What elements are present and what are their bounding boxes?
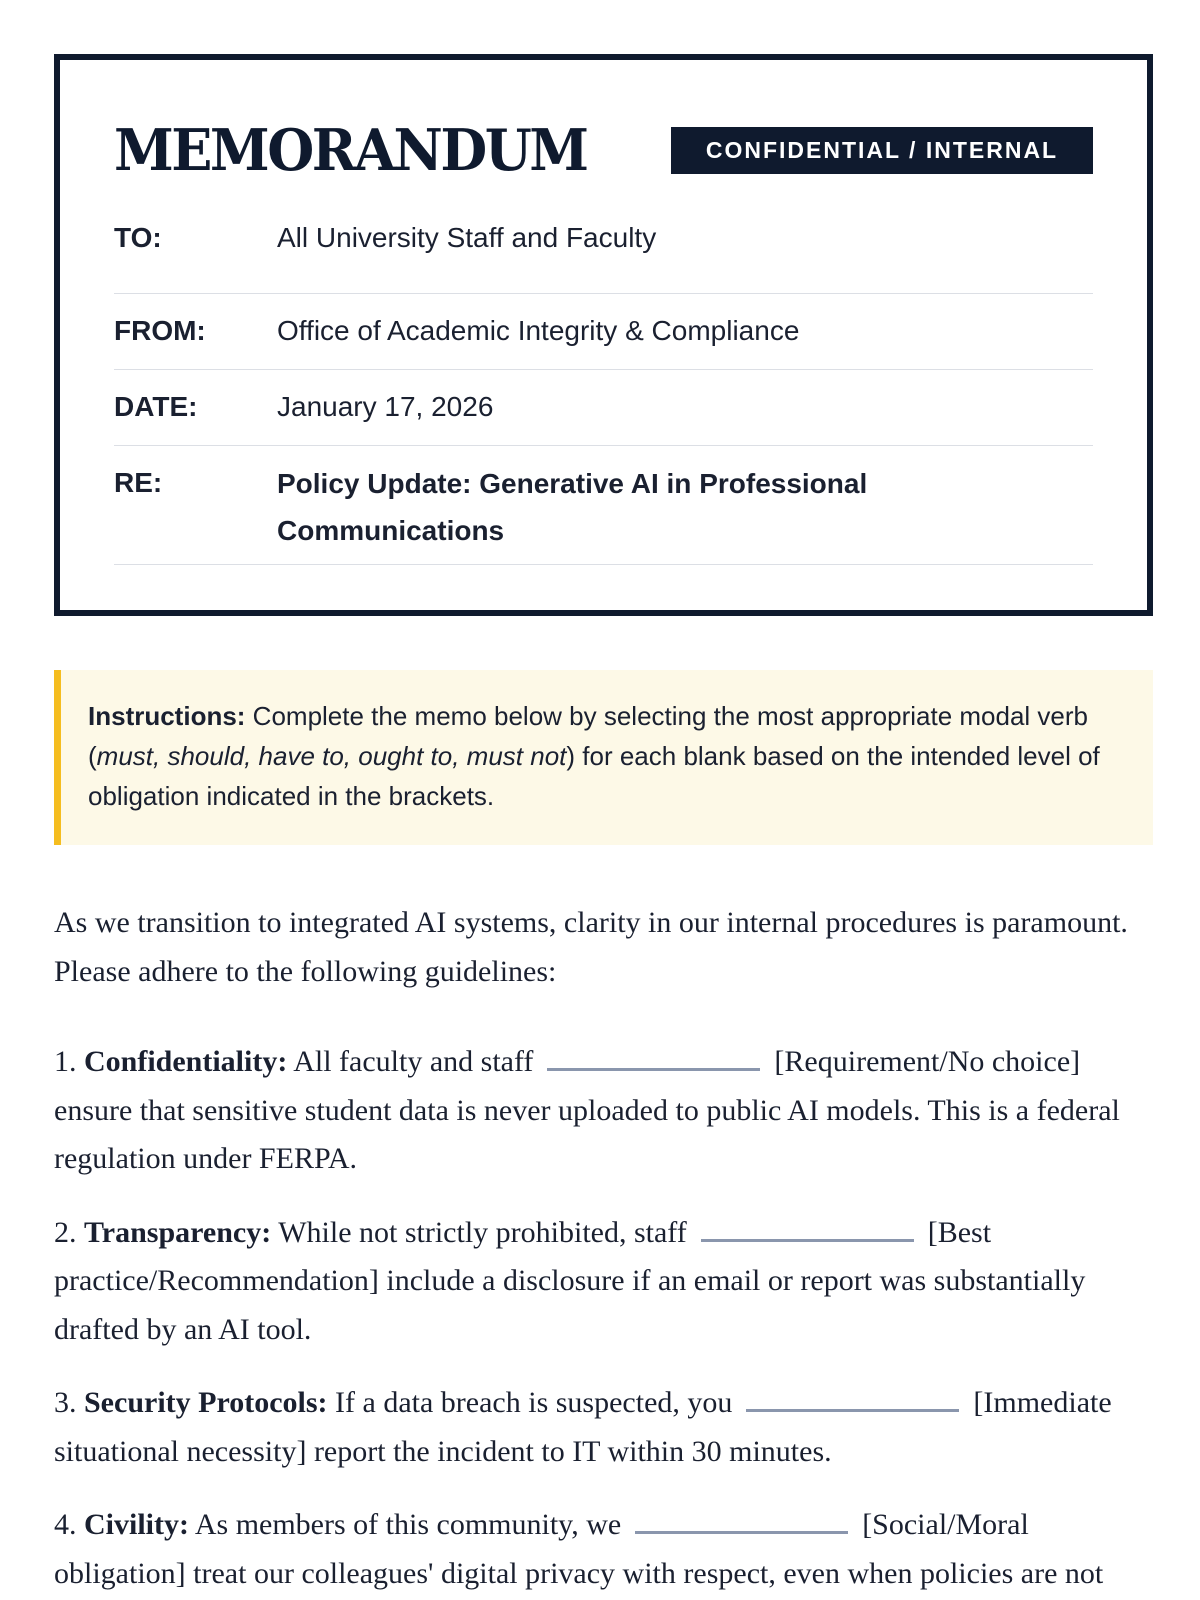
re-label: RE: bbox=[114, 467, 163, 498]
from-value: Office of Academic Integrity & Compliance bbox=[277, 315, 800, 346]
memo-field-date bbox=[114, 370, 1093, 446]
item-number: 4. bbox=[54, 1508, 77, 1541]
item-heading: Civility: bbox=[84, 1508, 189, 1541]
instructions-text-after: ) for each blank based on the intended level of obligation indicated in the brackets. bbox=[88, 741, 1100, 811]
guideline-item bbox=[54, 1038, 1153, 1184]
item-heading: Transparency: bbox=[84, 1215, 272, 1249]
guideline-item bbox=[54, 1501, 1153, 1598]
memo-header-box bbox=[54, 54, 1153, 616]
answer-blank-1[interactable] bbox=[547, 1050, 760, 1071]
item-text-after: treat our colleagues' digital privacy with respect, even when policies are not bbox=[193, 1556, 1104, 1590]
date-label: DATE: bbox=[114, 391, 198, 422]
item-hint: [Social/Moral obligation] bbox=[54, 1508, 1029, 1590]
instructions-modals: must, should, have to, ought to, must not bbox=[96, 741, 567, 771]
item-number: 1. bbox=[54, 1045, 77, 1078]
to-label: TO: bbox=[114, 222, 162, 253]
item-hint: [Requirement/No choice] bbox=[774, 1045, 1081, 1078]
to-value: All University Staff and Faculty bbox=[277, 222, 657, 253]
item-text-after: report the incident to IT within 30 minutes. bbox=[313, 1434, 832, 1468]
memo-field-from bbox=[114, 294, 1093, 370]
item-number: 3. bbox=[54, 1386, 77, 1419]
item-text-after: ensure that sensitive student data is never uploaded to public AI models. This is a federal regulation under FERPA. bbox=[54, 1093, 1120, 1175]
memo-page bbox=[54, 54, 1153, 1598]
item-text-before: If a data breach is suspected, you bbox=[335, 1386, 733, 1419]
instructions-callout bbox=[54, 670, 1153, 845]
memo-title: MEMORANDUM bbox=[114, 116, 587, 184]
item-text-before: As members of this community, we bbox=[194, 1508, 622, 1541]
guideline-item bbox=[54, 1209, 1153, 1355]
item-text-after: include a disclosure if an email or report was substantially drafted by an AI tool. bbox=[54, 1264, 1086, 1346]
instructions-label: Instructions: bbox=[88, 701, 246, 731]
re-value: Policy Update: Generative AI in Professional Communications bbox=[277, 468, 868, 546]
item-text-before: While not strictly prohibited, staff bbox=[278, 1215, 687, 1249]
instructions-text-before: Complete the memo below by selecting the most appropriate modal verb ( bbox=[88, 701, 1088, 771]
date-value: January 17, 2026 bbox=[277, 391, 494, 422]
answer-blank-2[interactable] bbox=[701, 1221, 914, 1242]
answer-blank-3[interactable] bbox=[746, 1391, 959, 1412]
item-heading: Confidentiality: bbox=[84, 1045, 288, 1078]
memo-field-re bbox=[114, 446, 1093, 565]
from-label: FROM: bbox=[114, 315, 206, 346]
item-number: 2. bbox=[54, 1215, 77, 1249]
answer-blank-4[interactable] bbox=[635, 1513, 848, 1534]
guideline-item bbox=[54, 1379, 1153, 1476]
confidential-badge: CONFIDENTIAL / INTERNAL bbox=[671, 127, 1093, 174]
item-heading: Security Protocols: bbox=[84, 1386, 328, 1419]
intro-paragraph: As we transition to integrated AI systems, clarity in our internal procedures is paramount. Please adhere to the following guidelines: bbox=[54, 906, 1128, 988]
item-hint: [Best practice/Recommendation] bbox=[54, 1215, 992, 1297]
item-text-before: All faculty and staff bbox=[293, 1045, 534, 1078]
memo-heading-row bbox=[114, 118, 1093, 182]
memo-field-to bbox=[114, 218, 1093, 294]
item-hint: [Immediate situational necessity] bbox=[54, 1386, 1112, 1468]
